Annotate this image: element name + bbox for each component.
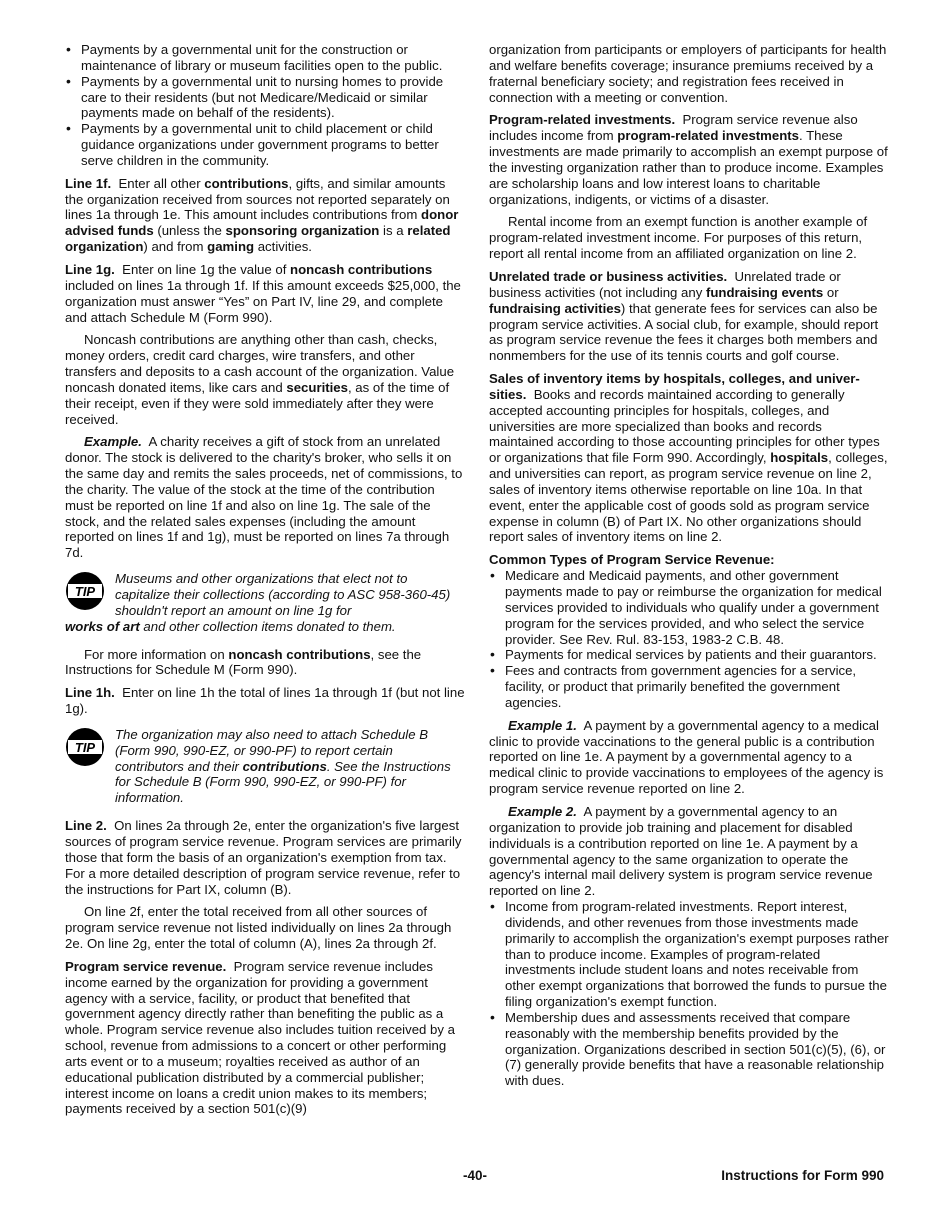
svg-text:TIP: TIP [74,739,96,755]
line-1g-paragraph: Line 1g. Enter on line 1g the value of noncash contributions included on lines 1a through 1f. If this amount exceeds $25,000, the organization must answer “Yes” on Part IV, line 29, and complete and attach Schedule M (Form 990). [65,261,461,325]
continued-paragraph: organization from participants or employers of participants for health and welfare benefits coverage; insurance premiums received by a fraternal beneficiary society; and registration fees received in connection with a meeting or convention. [489,42,887,105]
tip-box-museums [65,571,465,634]
bullet-nursing-homes: • Payments by a governmental unit to nursing homes to provide care to their residents (but not Medicare/Medicaid or similar payments made on behalf of the residents). [65,74,465,122]
bullet-library-museum: • Payments by a governmental unit for the construction or maintenance of library or museum facilities open to the public. [65,42,465,74]
rental-income-paragraph: Rental income from an exempt function is another example of program-related investment income. For purposes of this return, report all rental income from an affiliated organization on line 2. [489,214,868,262]
left-column [65,42,465,1124]
bullet-medicare-medicaid: • Medicare and Medicaid payments, and other government payments made to pay or reimburse the organization for medical services provided to individuals who qualify under a government program for the services provided, and who select the service provider. See Rev. Rul. 83-153, 1983-2 C.B. 48. [489,568,889,647]
unrelated-trade-paragraph: Unrelated trade or business activities. Unrelated trade or business activities (not including any fundraising events or fundraising activities) that generate fees for services can also be program service activities. A social club, for example, should report as program service revenue the fees it charges both members and nonmembers for the use of its tennis courts and golf course. [489,268,879,364]
common-types-heading: Common Types of Program Service Revenue: [489,552,775,568]
more-info-paragraph: For more information on noncash contributions, see the Instructions for Schedule M (Form 990). [65,646,422,678]
tip-icon [65,727,105,767]
bullet-membership-dues: • Membership dues and assessments received that compare reasonably with the membership benefits provided by the organization. Organizations described in section 501(c)(5), (6), or (7) generally provide benefits that have a reasonable relationship with dues. [489,1010,889,1089]
example-1-paragraph: Example 1. A payment by a governmental agency to a medical clinic to provide vaccinations to the general public is a contribution reported on line 1e. A payment by a governmental agency to a medical clinic to provide vaccinations to employees of the agency is program service revenue reported on line 2. [489,717,884,797]
noncash-paragraph: Noncash contributions are anything other than cash, checks, money orders, credit card charges, wire transfers, and other transfers and deposits to a cash account of the organization. Value noncash donated items, like cars and securities, as of the time of their receipt, even if they were sold immediately after they were received. [65,332,455,427]
bullet-medical-services: • Payments for medical services by patients and their guarantors. [489,647,889,663]
program-service-revenue-paragraph: Program service revenue. Program service revenue includes income earned by the organization for providing a government agency with a service, facility, or product that benefited that government agency directly rather than benefiting the public as a whole. Program service revenue also includes tuition received by a school, revenue from admissions to a concert or other performing arts event or to a museum; royalties received as author of an educational publication distributed by a commercial publisher; interest income on loans a credit union makes to its members; payments received by a section 501(c)(9) [65,958,455,1117]
tip-icon [65,571,105,611]
bullet-program-related-income: • Income from program-related investments. Report interest, dividends, and other revenues from those investments made primarily to accomplish the organization's exempt purposes rather than to produce income. Examples of program-related investments include student loans and notes receivable from other exempt organizations that borrowed the funds to pursue the filing organization's exempt function. [489,899,889,1010]
svg-text:TIP: TIP [74,584,96,600]
tip-text-museums-tail: works of art and other collection items donated to them. [65,618,396,634]
tip-text-schedule-b: The organization may also need to attach Schedule B (Form 990, 990-EZ, or 990-PF) to report certain contributors and their contributions. See the Instructions for Schedule B (Form 990, 990-EZ, or 990-PF) for information. [115,726,451,806]
line-1h-paragraph: Line 1h. Enter on line 1h the total of lines 1a through 1f (but not line 1g). [65,685,465,717]
line-1f-paragraph: Line 1f. Enter all other contributions, gifts, and similar amounts the organization received from sources not reported separately on lines 1a through 1e. This amount includes contributions from donor advised funds (unless the sponsoring organization is a related organization) and from gaming activities. [65,175,459,255]
line-2f-paragraph: On line 2f, enter the total received from all other sources of program service revenue not listed individually on lines 2a through 2e. On line 2g, enter the total of column (A), lines 2a through 2f. [65,904,452,952]
document-title: Instructions for Form 990 [721,1168,884,1183]
sales-inventory-paragraph: Sales of inventory items by hospitals, colleges, and univer- sities. Books and records maintained according to generally accepted accounting principles for hospitals, colleges, and universities are more specialized than books and records maintained according to those accounting principles for other types or organizations that file Form 990. Accordingly, hospitals, colleges, and universities can report, as program service revenue on line 2, sales of inventory items otherwise reportable on line 10a. In that event, enter the applicable cost of goods sold as program service expense in column (B) of Part IX. No other organizations should report sales of inventory items on line 2. [489,371,888,545]
example-2-paragraph: Example 2. A payment by a governmental agency to an organization to provide job training and placement for disabled individuals is a contribution reported on line 1e. A payment by a governmental agency to the same organization to operate the agency's internal mail delivery system is program service revenue reported on line 2. [489,803,873,899]
right-column [489,42,889,1089]
bullet-child-placement: • Payments by a governmental unit to child placement or child guidance organizations under government programs to better serve children in the community. [65,121,465,169]
tip-box-schedule-b [65,727,465,806]
example-paragraph: Example. A charity receives a gift of stock from an unrelated donor. The stock is delivered to the charity's broker, who sells it on the same day and remits the sales proceeds, net of commissions, to the charity. The value of the stock at the time of the contribution must be reported on line 1f and also on line 1g. The sale of the stock, and the related sales expenses (including the amount reported on lines 1f and 1g), must be reported on lines 7a through 7d. [65,434,463,561]
tip-text-museums: Museums and other organizations that elect not to capitalize their collections (according to ASC 958-360-45) shouldn't report an amount on line 1g for [115,571,451,618]
page-number: -40- [462,1168,487,1183]
program-related-investments-paragraph: Program-related investments. Program service revenue also includes income from program-related investments. These investments are made primarily to accomplish an exempt purpose of the investing organization rather than to produce income. Examples are scholarship loans and low interest loans to charitable organizations, indigents, or victims of a disaster. [489,112,888,207]
bullet-government-fees: • Fees and contracts from government agencies for a service, facility, or product that primarily benefited the government agencies. [489,663,889,711]
line-2-paragraph: Line 2. On lines 2a through 2e, enter the organization's five largest sources of program service revenue. Program services are primarily those that form the basis of an organization's exemption from tax. For a more detailed description of program service revenue, refer to the instructions for Part IX, column (B). [65,818,462,897]
